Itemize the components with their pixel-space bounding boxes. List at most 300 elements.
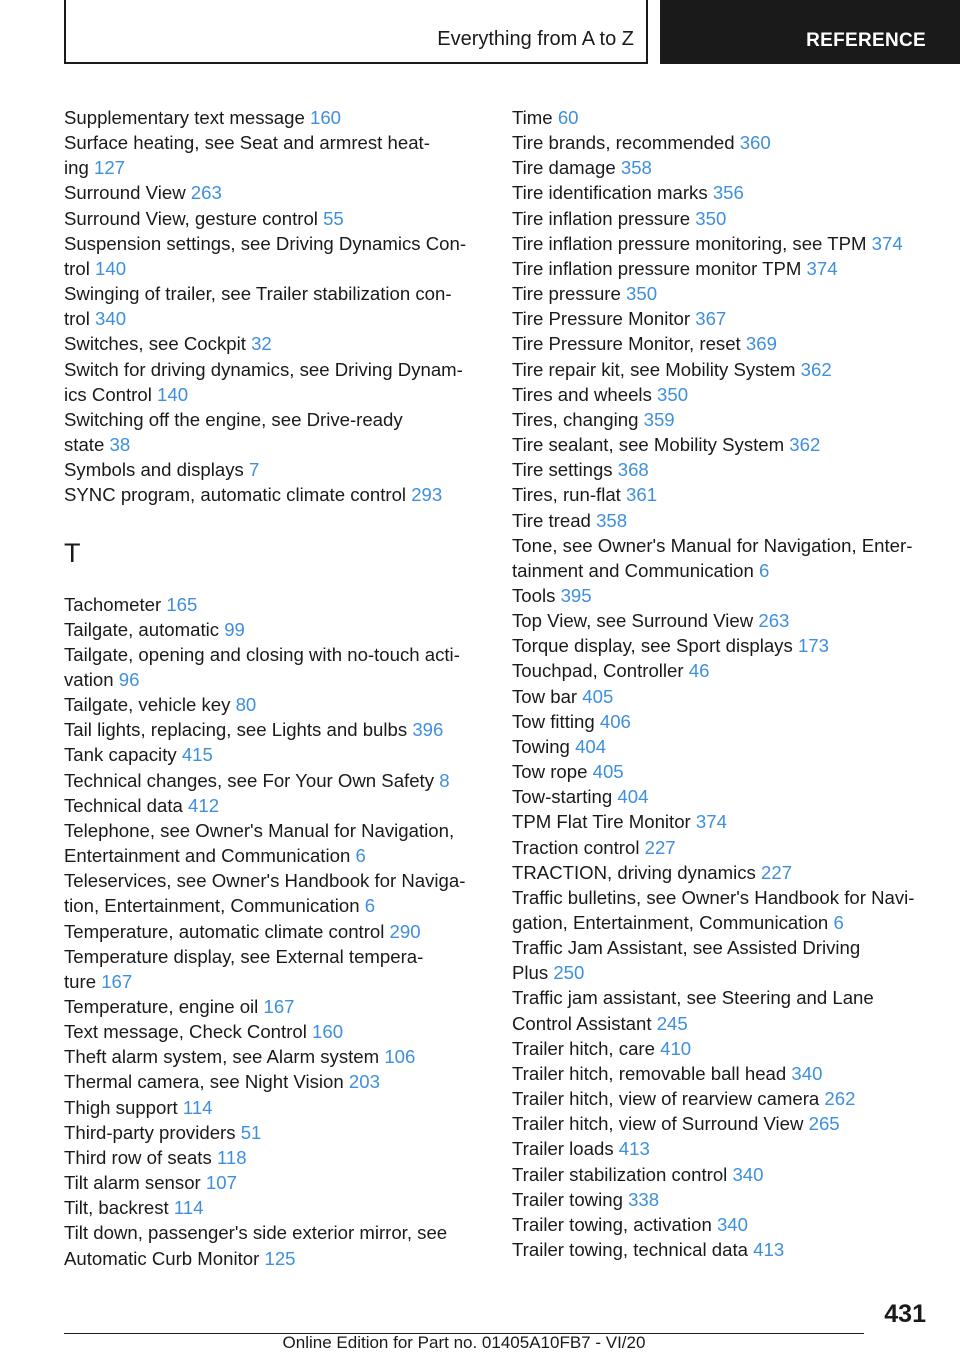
index-entry-text: Touchpad, Controller	[512, 660, 684, 682]
index-entry-text: Tire identification marks	[512, 182, 708, 204]
index-entry-text: Trailer towing	[512, 1188, 623, 1210]
page-reference-link[interactable]: 415	[181, 744, 213, 766]
index-entry-text: Tire inflation pressure monitoring, see TPM	[512, 232, 867, 254]
page-reference-link[interactable]: 358	[596, 509, 628, 531]
page-reference-link[interactable]: 340	[716, 1213, 748, 1235]
index-entry-text: Tire pressure	[512, 283, 621, 305]
index-entry-line	[512, 1111, 932, 1136]
index-entry-line	[512, 281, 932, 306]
index-entry-text: Surface heating, see Seat and armrest heat-	[64, 132, 430, 154]
index-entry	[512, 155, 932, 180]
index-entry-text: TPM Flat Tire Monitor	[512, 811, 691, 833]
index-entry-text: Trailer towing, technical data	[512, 1239, 748, 1261]
index-entry	[512, 809, 932, 834]
page-reference-link[interactable]: 173	[797, 635, 829, 657]
index-entry	[512, 206, 932, 231]
index-entry-text: Trailer hitch, care	[512, 1037, 655, 1059]
index-entry-text: Tailgate, vehicle key	[64, 694, 231, 716]
index-entry	[512, 432, 932, 457]
index-entry-line	[64, 382, 484, 407]
index-entry	[512, 180, 932, 205]
index-entry-text: Surround View, gesture control	[64, 207, 318, 229]
index-entry-line	[64, 768, 484, 793]
index-entry-line	[512, 256, 932, 281]
index-entry	[64, 1044, 484, 1069]
page-reference-link[interactable]: 80	[235, 694, 257, 716]
index-entry-text: trol	[64, 257, 90, 279]
index-entry	[64, 944, 484, 994]
page-reference-link[interactable]: 412	[188, 794, 220, 816]
index-entry-line	[64, 256, 484, 281]
page-reference-link[interactable]: 6	[364, 895, 376, 917]
page-reference-link[interactable]: 167	[101, 970, 133, 992]
index-entry-line	[64, 1120, 484, 1145]
page-reference-link[interactable]: 6	[833, 912, 844, 933]
index-entry-line	[64, 1246, 484, 1271]
page-reference-link[interactable]: 140	[157, 383, 189, 405]
page-reference-link[interactable]: 361	[626, 484, 658, 506]
index-entry-line	[64, 180, 484, 205]
index-entry-text: Trailer loads	[512, 1138, 614, 1160]
index-entry-line	[512, 432, 932, 457]
index-entry-text: Text message, Check Control	[64, 1021, 307, 1043]
index-entry-text: Telephone, see Owner's Manual for Navigation,	[64, 819, 455, 841]
index-entry-line	[512, 1212, 932, 1237]
page-reference-link[interactable]: 265	[808, 1113, 840, 1135]
page-reference-link[interactable]: 245	[656, 1012, 688, 1034]
page-reference-link[interactable]: 99	[224, 618, 245, 640]
index-entry	[64, 1069, 484, 1094]
index-entry-text: Tires, run-flat	[512, 484, 621, 506]
index-entry-line	[512, 105, 932, 130]
index-entry-text: Tire sealant, see Mobility System	[512, 434, 785, 456]
page-reference-link[interactable]: 118	[216, 1146, 247, 1168]
index-entry-text: ture	[64, 970, 97, 992]
index-entry	[512, 407, 932, 432]
index-entry-text: Traffic bulletins, see Owner's Handbook for Navi-	[512, 886, 915, 908]
section-title: Everything from A to Z	[437, 28, 634, 50]
index-entry-text: Switches, see Cockpit	[64, 333, 246, 355]
index-entry	[512, 382, 932, 407]
index-entry-text: Tire damage	[512, 157, 616, 179]
page-reference-link[interactable]: 413	[618, 1138, 650, 1160]
page-reference-link[interactable]: 395	[560, 584, 592, 606]
index-entry	[64, 1145, 484, 1170]
index-entry-line	[512, 508, 932, 533]
index-entry-text: Traffic jam assistant, see Steering and Lane	[512, 987, 874, 1009]
index-entry-line	[64, 1019, 484, 1044]
index-entry-line	[64, 944, 484, 969]
index-entry-text: Switch for driving dynamics, see Driving Dynam-	[64, 358, 463, 380]
page-reference-link[interactable]: 362	[789, 434, 821, 456]
index-entry-text: Tire Pressure Monitor, reset	[512, 333, 741, 355]
index-entry-line	[512, 357, 932, 382]
page-reference-link[interactable]: 404	[617, 786, 649, 808]
index-entry-text: Third row of seats	[64, 1146, 212, 1168]
index-entry-text: ing	[64, 157, 89, 179]
page-reference-link[interactable]: 374	[806, 257, 838, 279]
index-entry-text: Automatic Curb Monitor	[64, 1247, 260, 1269]
page-reference-link[interactable]: 127	[94, 157, 126, 179]
index-entry-line	[512, 180, 932, 205]
index-entry-text: Trailer stabilization control	[512, 1163, 728, 1185]
chapter-title: REFERENCE	[806, 30, 926, 51]
page-reference-link[interactable]: 55	[323, 207, 344, 229]
index-entry-text: ics Control	[64, 383, 152, 405]
index-entry-text: Technical data	[64, 794, 183, 816]
index-entry-line	[512, 960, 932, 985]
page-reference-link[interactable]: 263	[190, 182, 222, 204]
index-entry-line	[512, 331, 932, 356]
index-entry-text: vation	[64, 668, 114, 690]
index-entry	[64, 592, 484, 617]
index-entry-line	[512, 1136, 932, 1161]
index-entry-line	[64, 206, 484, 231]
index-entry-text: Top View, see Surround View	[512, 610, 754, 632]
page-reference-link[interactable]: 362	[800, 358, 832, 380]
index-entry	[512, 482, 932, 507]
index-entry-line	[512, 734, 932, 759]
page-reference-link[interactable]: 340	[732, 1163, 764, 1185]
index-entry	[512, 885, 932, 935]
index-entry	[64, 231, 484, 281]
index-entry-line	[64, 1095, 484, 1120]
index-entry-line	[64, 155, 484, 180]
index-entry-text: Trailer hitch, removable ball head	[512, 1062, 787, 1084]
index-entry-text: Temperature, automatic climate control	[64, 920, 385, 942]
index-entry-text: Tilt, backrest	[64, 1197, 169, 1219]
index-entry-line	[512, 306, 932, 331]
page-reference-link[interactable]: 340	[791, 1062, 823, 1084]
index-entry-text: Symbols and displays	[64, 459, 244, 481]
index-entry-text: Tire tread	[512, 509, 591, 531]
index-entry-line	[64, 919, 484, 944]
index-entry-text: Tire brands, recommended	[512, 132, 735, 154]
index-entry-text: Tires, changing	[512, 408, 639, 430]
index-entry-line	[512, 1011, 932, 1036]
index-entry-line	[64, 432, 484, 457]
page-reference-link[interactable]: 203	[348, 1071, 380, 1093]
index-entry-text: gation, Entertainment, Communication	[512, 912, 829, 933]
index-entry	[64, 642, 484, 692]
index-entry-text: SYNC program, automatic climate control	[64, 484, 407, 506]
page-reference-link[interactable]: 290	[389, 920, 421, 942]
page-reference-link[interactable]: 356	[712, 182, 744, 204]
index-entry-line	[64, 457, 484, 482]
index-entry-text: tion, Entertainment, Communication	[64, 895, 360, 917]
index-entry-line	[64, 1170, 484, 1195]
page-reference-link[interactable]: 160	[309, 107, 342, 128]
page-reference-link[interactable]: 405	[582, 685, 614, 707]
index-entry-line	[512, 809, 932, 834]
index-entry	[64, 919, 484, 944]
index-entry-line	[512, 658, 932, 683]
index-entry-line	[512, 206, 932, 231]
index-entry	[512, 1162, 932, 1187]
index-entry	[512, 105, 932, 130]
index-entry-line	[512, 155, 932, 180]
index-entry-text: Tow-starting	[512, 786, 613, 808]
page-number: 431	[884, 1300, 926, 1328]
index-entry-text: Temperature display, see External tempera-	[64, 945, 424, 967]
index-entry-text: Third-party providers	[64, 1121, 236, 1143]
index-entry-text: Surround View	[64, 182, 186, 204]
index-entry-line	[512, 935, 932, 960]
page-reference-link[interactable]: 360	[739, 132, 771, 154]
index-entry-text: Traffic Jam Assistant, see Assisted Driving	[512, 937, 861, 959]
index-entry-text: Tire repair kit, see Mobility System	[512, 358, 796, 380]
page-reference-link[interactable]: 160	[312, 1021, 344, 1043]
page-reference-link[interactable]: 293	[411, 484, 443, 506]
index-entry-text: Tire settings	[512, 459, 613, 481]
index-entry-line	[512, 709, 932, 734]
index-entry	[64, 1170, 484, 1195]
index-entry-line	[64, 592, 484, 617]
index-entry-line	[64, 1195, 484, 1220]
index-entry-line	[64, 994, 484, 1019]
index-entry-line	[64, 482, 484, 507]
index-entry-text: Tilt alarm sensor	[64, 1172, 201, 1194]
index-entry	[64, 331, 484, 356]
index-entry-line	[512, 457, 932, 482]
index-entry-text: tainment and Communication	[512, 559, 754, 581]
footer-edition: Online Edition for Part no. 01405A10FB7 - VI/20	[282, 1333, 646, 1352]
index-entry	[512, 1111, 932, 1136]
index-entry	[64, 1019, 484, 1044]
index-entry	[512, 508, 932, 533]
page-reference-link[interactable]: 32	[251, 333, 272, 355]
index-entry	[512, 533, 932, 583]
index-entry-text: Swinging of trailer, see Trailer stabilization con-	[64, 283, 452, 305]
index-entry-line	[512, 533, 932, 558]
index-entry-line	[64, 231, 484, 256]
page-reference-link[interactable]: 350	[695, 207, 727, 229]
index-entry-line	[512, 231, 932, 256]
page-reference-link[interactable]: 51	[240, 1121, 262, 1143]
page-reference-link[interactable]: 46	[688, 660, 710, 682]
page-reference-link[interactable]: 358	[620, 157, 652, 179]
index-entry-line	[64, 1069, 484, 1094]
index-entry	[64, 793, 484, 818]
page-reference-link[interactable]: 114	[173, 1197, 204, 1219]
index-entry	[64, 742, 484, 767]
index-entry-line	[64, 717, 484, 742]
index-entry	[512, 985, 932, 1035]
index-entry	[512, 759, 932, 784]
page-reference-link[interactable]: 250	[553, 962, 585, 984]
index-entry-text: Tank capacity	[64, 744, 177, 766]
index-entry	[512, 130, 932, 155]
index-entry	[512, 1212, 932, 1237]
index-entry-text: Traction control	[512, 836, 640, 858]
index-entry-line	[512, 1187, 932, 1212]
index-entry	[512, 306, 932, 331]
page-reference-link[interactable]: 125	[264, 1247, 296, 1269]
index-entry-text: Tilt down, passenger's side exterior mirror, see	[64, 1222, 448, 1244]
page-reference-link[interactable]: 7	[249, 459, 260, 481]
index-entry	[64, 281, 484, 331]
index-entry-line	[64, 868, 484, 893]
index-entry	[512, 734, 932, 759]
index-entry	[64, 457, 484, 482]
index-entry-line	[512, 608, 932, 633]
page-reference-link[interactable]: 405	[592, 761, 624, 783]
index-entry	[64, 1195, 484, 1220]
index-entry-text: Tone, see Owner's Manual for Navigation, Enter-	[512, 534, 913, 556]
page-reference-link[interactable]: 359	[643, 408, 675, 430]
index-entry-line	[64, 1220, 484, 1245]
index-entry	[512, 658, 932, 683]
index-entry	[512, 860, 932, 885]
index-entry-text: Tire inflation pressure	[512, 207, 691, 229]
index-entry	[64, 692, 484, 717]
index-entry	[64, 1095, 484, 1120]
index-entry-text: Entertainment and Communication	[64, 845, 351, 867]
index-entry-line	[512, 885, 932, 910]
index-entry-text: Tools	[512, 584, 556, 606]
index-entry-line	[64, 617, 484, 642]
index-entry-text: Suspension settings, see Driving Dynamics Con-	[64, 232, 467, 254]
section-tab	[64, 0, 648, 64]
page-reference-link[interactable]: 410	[660, 1037, 692, 1059]
index-entry-line	[64, 642, 484, 667]
index-entry-text: state	[64, 434, 105, 456]
index-entry	[512, 231, 932, 256]
index-entry-line	[512, 1162, 932, 1187]
page-reference-link[interactable]: 96	[118, 668, 140, 690]
index-entry	[512, 709, 932, 734]
page-reference-link[interactable]: 227	[644, 836, 676, 858]
index-entry-text: Thermal camera, see Night Vision	[64, 1071, 344, 1093]
index-entry	[512, 1036, 932, 1061]
index-entry-line	[64, 407, 484, 432]
index-entry-text: Thigh support	[64, 1096, 178, 1118]
index-entry-line	[64, 843, 484, 868]
index-entry-line	[512, 1237, 932, 1262]
index-entry	[64, 105, 484, 130]
index-entry-text: Tailgate, opening and closing with no-touch acti-	[64, 643, 460, 665]
index-entry-text: Control Assistant	[512, 1012, 652, 1034]
page-reference-link[interactable]: 374	[695, 811, 727, 833]
index-entry-line	[64, 105, 484, 130]
page-reference-link[interactable]: 340	[95, 308, 127, 330]
page-reference-link[interactable]: 165	[166, 593, 198, 615]
page-reference-link[interactable]: 106	[384, 1046, 416, 1068]
index-entry	[64, 617, 484, 642]
index-entry-line	[512, 1036, 932, 1061]
index-entry-text: Teleservices, see Owner's Handbook for Naviga-	[64, 870, 466, 892]
index-entry	[512, 1136, 932, 1161]
index-entry-line	[512, 130, 932, 155]
page-reference-link[interactable]: 367	[695, 308, 727, 330]
index-entry	[512, 1237, 932, 1262]
index-entry	[64, 130, 484, 180]
index-entry	[64, 1220, 484, 1270]
index-entry-line	[64, 742, 484, 767]
index-entry-text: Theft alarm system, see Alarm system	[64, 1046, 380, 1068]
index-entry	[64, 482, 484, 507]
index-entry-line	[512, 1061, 932, 1086]
index-entry-text: Tow fitting	[512, 710, 595, 732]
index-entry	[512, 281, 932, 306]
index-entry-line	[512, 759, 932, 784]
index-column-left	[64, 105, 484, 1271]
page-reference-link[interactable]: 406	[599, 710, 631, 732]
page-reference-link[interactable]: 369	[745, 333, 777, 355]
index-entry-line	[512, 583, 932, 608]
page-reference-link[interactable]: 350	[657, 383, 689, 405]
index-entry-line	[64, 331, 484, 356]
index-column-right	[512, 105, 932, 1262]
index-entry-line	[512, 1086, 932, 1111]
page-reference-link[interactable]: 140	[95, 257, 127, 279]
index-entry	[64, 357, 484, 407]
page-reference-link[interactable]: 338	[628, 1188, 660, 1210]
index-entry-line	[64, 818, 484, 843]
page-reference-link[interactable]: 396	[412, 719, 444, 741]
index-entry	[512, 835, 932, 860]
index-entry-line	[512, 835, 932, 860]
index-entry-text: Switching off the engine, see Drive-ready	[64, 408, 403, 430]
page-reference-link[interactable]: 8	[439, 769, 450, 791]
index-entry	[64, 868, 484, 918]
page-reference-link[interactable]: 413	[753, 1239, 785, 1261]
index-entry-line	[64, 306, 484, 331]
page-reference-link[interactable]: 404	[575, 735, 607, 757]
index-entry-line	[512, 985, 932, 1010]
page-reference-link[interactable]: 6	[759, 559, 770, 581]
page-reference-link[interactable]: 350	[626, 283, 658, 305]
page-reference-link[interactable]: 263	[758, 610, 790, 632]
index-entry-line	[64, 893, 484, 918]
page-reference-link[interactable]: 227	[761, 861, 793, 883]
page-reference-link[interactable]: 262	[824, 1088, 856, 1110]
index-entry-line	[64, 969, 484, 994]
index-entry	[64, 206, 484, 231]
index-entry-text: Tire Pressure Monitor	[512, 308, 691, 330]
page-header	[0, 0, 960, 66]
index-entry-text: Towing	[512, 735, 570, 757]
index-entry-line	[64, 793, 484, 818]
page-reference-link[interactable]: 114	[182, 1096, 213, 1118]
index-entry	[512, 633, 932, 658]
index-entry	[512, 1061, 932, 1086]
index-entry-text: Torque display, see Sport displays	[512, 635, 793, 657]
page-reference-link[interactable]: 374	[871, 232, 903, 254]
index-entry-line	[512, 407, 932, 432]
page-reference-link[interactable]: 368	[617, 459, 649, 481]
page-reference-link[interactable]: 107	[205, 1172, 237, 1194]
page-reference-link[interactable]: 60	[557, 107, 579, 128]
index-entry-text: Tire inflation pressure monitor TPM	[512, 257, 802, 279]
index-entry-line	[512, 482, 932, 507]
index-entry	[512, 935, 932, 985]
index-entry	[512, 331, 932, 356]
index-entry-line	[512, 860, 932, 885]
page-reference-link[interactable]: 6	[355, 845, 366, 867]
index-entry-text: Tires and wheels	[512, 383, 652, 405]
index-entry-text: Temperature, engine oil	[64, 996, 259, 1017]
page-reference-link[interactable]: 38	[109, 434, 131, 456]
index-entry	[64, 717, 484, 742]
page-reference-link[interactable]: 167	[263, 996, 295, 1017]
index-entry	[512, 583, 932, 608]
index-entry-line	[512, 633, 932, 658]
index-entry	[64, 180, 484, 205]
index-entry	[64, 1120, 484, 1145]
index-entry-line	[64, 130, 484, 155]
index-entry	[512, 357, 932, 382]
